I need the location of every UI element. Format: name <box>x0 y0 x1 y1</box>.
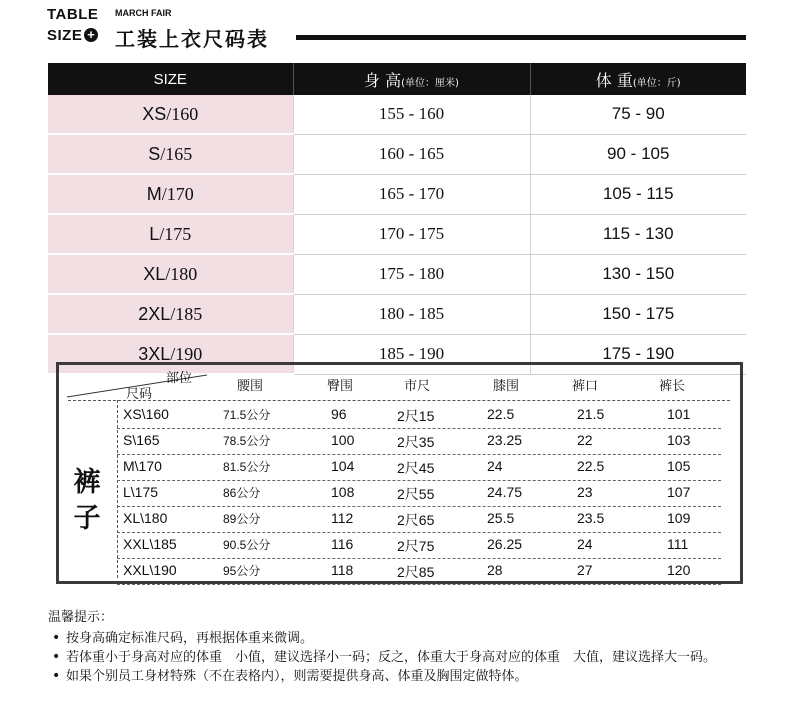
pants-waist-cell: 95公分 <box>223 564 261 578</box>
pants-hip-cell: 118 <box>331 562 354 578</box>
size-number: /185 <box>170 303 203 324</box>
pants-table-row <box>117 428 721 455</box>
size-header: SIZE <box>48 63 293 95</box>
page-title: 工装上衣尺码表 <box>115 27 269 51</box>
pants-shichi-cell: 2尺75 <box>397 538 435 554</box>
pants-size-cell: XXL\190 <box>123 562 177 578</box>
weight-cell: 175 - 190 <box>530 334 746 374</box>
jacket-table-row <box>48 174 746 214</box>
corner-top-label: 部位 <box>166 371 193 386</box>
size-cell <box>48 214 293 254</box>
pants-knee-cell: 23.25 <box>487 432 523 448</box>
pants-table-row <box>117 480 721 507</box>
height-cell: 180 - 185 <box>293 294 530 334</box>
pants-header-shichi: 市尺 <box>404 379 431 394</box>
pants-knee-cell: 24.75 <box>487 484 523 500</box>
height-cell: 155 - 160 <box>293 95 530 134</box>
pants-hem-cell: 23 <box>577 484 593 500</box>
note-item: • 若体重小于身高对应的体重 小值，建议选择小一码；反之，体重大于身高对应的体重 大值，建议选择大一码。 <box>48 648 748 667</box>
jacket-table-row <box>48 95 746 134</box>
size-cell <box>48 254 293 294</box>
pants-hem-cell: 24 <box>577 536 593 552</box>
jacket-size-table <box>48 63 746 375</box>
pants-size-table <box>56 362 743 584</box>
pants-header-divider <box>68 400 730 401</box>
pants-length-cell: 101 <box>667 406 691 422</box>
pants-size-cell: S\165 <box>123 432 160 448</box>
note-item: • 如果个别员工身材特殊（不在表格内），则需要提供身高、体重及胸围定做特体。 <box>48 667 748 686</box>
weight-cell: 75 - 90 <box>530 95 746 134</box>
pants-knee-cell: 22.5 <box>487 406 515 422</box>
weight-header-label: 体 重 <box>595 70 633 90</box>
pants-table-row <box>117 558 721 585</box>
notes-title: 温馨提示： <box>48 610 114 625</box>
pants-shichi-cell: 2尺65 <box>397 512 435 528</box>
pants-size-cell: XL\180 <box>123 510 168 526</box>
pants-hip-cell: 96 <box>331 406 347 422</box>
pants-size-cell: L\175 <box>123 484 159 500</box>
pants-header-knee: 膝围 <box>493 379 520 394</box>
weight-cell: 90 - 105 <box>530 134 746 174</box>
pants-hem-cell: 21.5 <box>577 406 605 422</box>
pants-waist-cell: 71.5公分 <box>223 408 271 422</box>
jacket-table-row <box>48 294 746 334</box>
weight-cell: 115 - 130 <box>530 214 746 254</box>
size-letter: S <box>148 143 161 164</box>
size-cell <box>48 134 293 174</box>
pants-table-row <box>117 506 721 533</box>
plus-circle-icon: + <box>84 28 98 42</box>
jacket-table-row <box>48 214 746 254</box>
pants-hem-cell: 23.5 <box>577 510 605 526</box>
size-number: /190 <box>170 343 203 364</box>
height-cell: 170 - 175 <box>293 214 530 254</box>
weight-unit: (单位：斤) <box>632 77 681 89</box>
pants-table-row <box>117 532 721 559</box>
pants-length-cell: 107 <box>667 484 691 500</box>
pants-shichi-cell: 2尺45 <box>397 460 435 476</box>
pants-header-hem: 裤口 <box>572 379 599 394</box>
pants-knee-cell: 28 <box>487 562 503 578</box>
pants-length-cell: 111 <box>667 536 689 552</box>
size-letter: XS <box>142 103 167 124</box>
jacket-table-row <box>48 134 746 174</box>
height-cell: 165 - 170 <box>293 174 530 214</box>
jacket-table-header <box>48 63 746 95</box>
pants-length-cell: 105 <box>667 458 691 474</box>
height-header-label: 身 高 <box>364 70 402 90</box>
pants-knee-cell: 25.5 <box>487 510 515 526</box>
height-cell: 160 - 165 <box>293 134 530 174</box>
size-letter: XL <box>143 263 166 284</box>
height-cell: 175 - 180 <box>293 254 530 294</box>
header-size-label: SIZE <box>47 27 83 44</box>
pants-hip-cell: 100 <box>331 432 355 448</box>
pants-waist-cell: 89公分 <box>223 512 261 526</box>
size-letter: 2XL <box>138 303 171 324</box>
pants-shichi-cell: 2尺35 <box>397 434 435 450</box>
pants-table-row <box>117 454 721 481</box>
header-line-1: TABLE <box>47 6 99 23</box>
pants-shichi-cell: 2尺55 <box>397 486 435 502</box>
pants-size-cell: XS\160 <box>123 406 169 422</box>
pants-shichi-cell: 2尺15 <box>397 408 435 424</box>
pants-waist-cell: 78.5公分 <box>223 434 271 448</box>
pants-header-length: 裤长 <box>659 379 686 394</box>
pants-knee-cell: 26.25 <box>487 536 523 552</box>
size-number: /170 <box>161 183 194 204</box>
notes-section <box>48 608 748 686</box>
pants-length-cell: 103 <box>667 432 691 448</box>
size-cell <box>48 174 293 214</box>
pants-waist-cell: 90.5公分 <box>223 538 271 552</box>
header-subtitle: MARCH FAIR <box>115 8 172 18</box>
jacket-table-row <box>48 254 746 294</box>
weight-header <box>530 63 746 95</box>
pants-category-label: 裤子 <box>73 467 101 534</box>
size-letter: M <box>146 183 162 204</box>
pants-hem-cell: 27 <box>577 562 593 578</box>
size-cell <box>48 95 293 134</box>
header-line-2 <box>47 27 98 44</box>
size-number: /175 <box>159 223 192 244</box>
pants-size-cell: XXL\185 <box>123 536 177 552</box>
pants-header-waist: 腰围 <box>237 379 264 394</box>
pants-hip-cell: 112 <box>331 510 354 526</box>
weight-cell: 150 - 175 <box>530 294 746 334</box>
pants-header-hip: 臀围 <box>327 379 354 394</box>
size-cell <box>48 294 293 334</box>
pants-hip-cell: 104 <box>331 458 355 474</box>
pants-hip-cell: 108 <box>331 484 355 500</box>
height-cell: 185 - 190 <box>293 334 530 374</box>
pants-size-cell: M\170 <box>123 458 162 474</box>
pants-length-cell: 109 <box>667 510 691 526</box>
size-letter: L <box>149 223 160 244</box>
pants-length-cell: 120 <box>667 562 691 578</box>
size-number: /160 <box>166 103 199 124</box>
height-unit: (单位：厘米) <box>401 77 459 89</box>
page-header <box>0 0 790 52</box>
pants-knee-cell: 24 <box>487 458 503 474</box>
pants-hem-cell: 22 <box>577 432 593 448</box>
corner-bottom-label: 尺码 <box>126 387 153 402</box>
pants-waist-cell: 86公分 <box>223 486 261 500</box>
pants-table-row <box>117 402 721 429</box>
weight-cell: 105 - 115 <box>530 174 746 214</box>
note-item: • 按身高确定标准尺码，再根据体重来微调。 <box>48 629 748 648</box>
pants-shichi-cell: 2尺85 <box>397 564 435 580</box>
pants-hip-cell: 116 <box>331 536 354 552</box>
size-letter: 3XL <box>138 343 171 364</box>
pants-waist-cell: 81.5公分 <box>223 460 271 474</box>
size-number: /180 <box>165 263 198 284</box>
header-rule <box>296 35 746 40</box>
size-number: /165 <box>160 143 193 164</box>
pants-hem-cell: 22.5 <box>577 458 605 474</box>
height-header <box>293 63 530 95</box>
weight-cell: 130 - 150 <box>530 254 746 294</box>
